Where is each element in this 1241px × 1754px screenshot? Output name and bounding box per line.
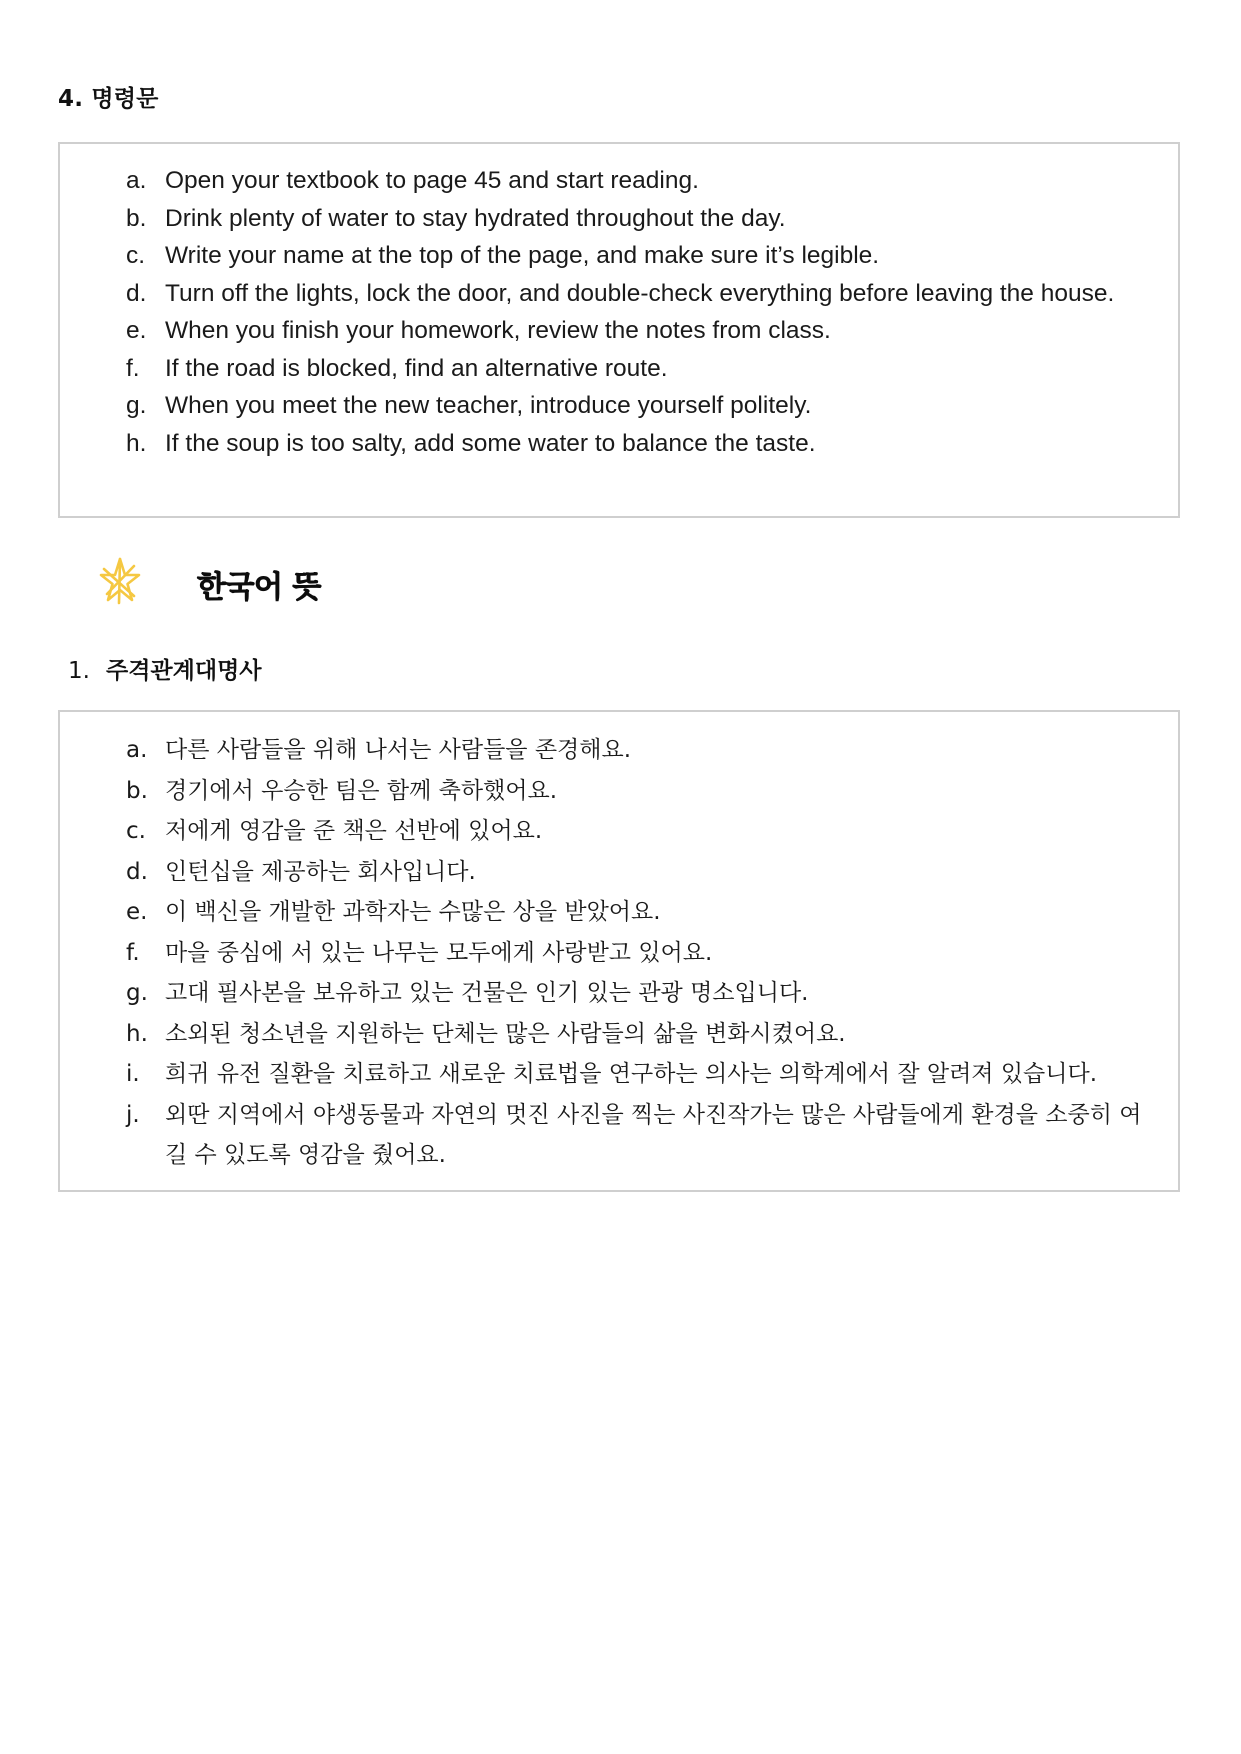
list-marker: g. xyxy=(126,980,148,1006)
list-item xyxy=(126,387,1158,425)
list-item xyxy=(126,811,1158,852)
list-item-text: 소외된 청소년을 지원하는 단체는 많은 사람들의 삶을 변화시켰어요. xyxy=(165,1020,846,1047)
list-marker: b. xyxy=(126,777,148,804)
list-item-text: 저에게 영감을 준 책은 선반에 있어요. xyxy=(165,818,543,844)
list-item xyxy=(126,1054,1158,1095)
list-item xyxy=(126,1014,1158,1055)
list-marker: f. xyxy=(126,939,140,966)
list-item xyxy=(126,771,1158,812)
list-item-text: Open your textbook to page 45 and start reading. xyxy=(165,167,699,194)
list-marker: a. xyxy=(126,737,148,763)
list-item xyxy=(126,237,1158,275)
subsection-heading xyxy=(68,652,262,685)
list-item-text: If the soup is too salty, add some water to balance the taste. xyxy=(165,429,816,457)
list-item-text: 고대 필사본을 보유하고 있는 건물은 인기 있는 관광 명소입니다. xyxy=(165,980,809,1006)
list-marker: e. xyxy=(126,317,147,344)
star-icon xyxy=(98,556,142,606)
list-item-text: 외딴 지역에서 야생동물과 자연의 멋진 사진을 찍는 사진작가는 많은 사람들에게 환경을 소중히 여길 수 있도록 영감을 줬어요. xyxy=(165,1101,1142,1168)
list-marker: d. xyxy=(126,279,147,307)
korean-meaning-header xyxy=(98,556,498,612)
imperatives-list xyxy=(126,162,1158,462)
list-marker: c. xyxy=(126,818,146,844)
list-item-text: Write your name at the top of the page, and make sure it’s legible. xyxy=(165,242,880,269)
list-item-text: 이 백신을 개발한 과학자는 수많은 상을 받았어요. xyxy=(165,899,661,925)
list-marker: i. xyxy=(126,1061,140,1087)
list-item xyxy=(126,350,1158,388)
subsection-number: 1. xyxy=(68,658,90,684)
list-marker: e. xyxy=(126,899,148,925)
list-item xyxy=(126,973,1158,1014)
list-marker: d. xyxy=(126,858,148,885)
list-item-text: 인턴십을 제공하는 회사입니다. xyxy=(165,858,476,885)
list-marker: h. xyxy=(126,1020,148,1047)
list-item-text: 다른 사람들을 위해 나서는 사람들을 존경해요. xyxy=(165,737,632,763)
imperatives-box xyxy=(58,142,1180,518)
list-marker: f. xyxy=(126,354,140,382)
korean-translations-list xyxy=(126,730,1158,1176)
list-marker: h. xyxy=(126,429,147,457)
korean-meaning-title: 한국어 뜻 xyxy=(197,570,321,605)
list-marker: a. xyxy=(126,167,147,194)
list-item xyxy=(126,892,1158,933)
list-marker: b. xyxy=(126,204,147,232)
list-item xyxy=(126,730,1158,771)
list-item-text: If the road is blocked, find an alternative route. xyxy=(165,354,668,382)
section-heading-imperatives: 4. 명령문 xyxy=(58,86,159,112)
list-marker: g. xyxy=(126,392,147,419)
list-item xyxy=(126,933,1158,974)
list-item xyxy=(126,275,1158,313)
list-item-text: Drink plenty of water to stay hydrated throughout the day. xyxy=(165,204,786,232)
list-item-text: When you meet the new teacher, introduce yourself politely. xyxy=(165,392,812,419)
list-item-text: 경기에서 우승한 팀은 함께 축하했어요. xyxy=(165,777,558,804)
list-item-text: Turn off the lights, lock the door, and double-check everything before leaving the house. xyxy=(165,279,1115,307)
list-item-text: 마을 중심에 서 있는 나무는 모두에게 사랑받고 있어요. xyxy=(165,939,713,966)
list-item-text: When you finish your homework, review the notes from class. xyxy=(165,317,831,344)
list-marker: j. xyxy=(126,1101,140,1128)
subsection-label: 주격관계대명사 xyxy=(106,658,262,684)
korean-translations-box xyxy=(58,710,1180,1192)
list-item xyxy=(126,200,1158,238)
list-item xyxy=(126,425,1158,463)
list-item xyxy=(126,162,1158,200)
list-item xyxy=(126,1095,1158,1176)
list-item-text: 희귀 유전 질환을 치료하고 새로운 치료법을 연구하는 의사는 의학계에서 잘 알려져 있습니다. xyxy=(165,1061,1098,1087)
list-marker: c. xyxy=(126,242,146,269)
list-item xyxy=(126,312,1158,350)
list-item xyxy=(126,852,1158,893)
